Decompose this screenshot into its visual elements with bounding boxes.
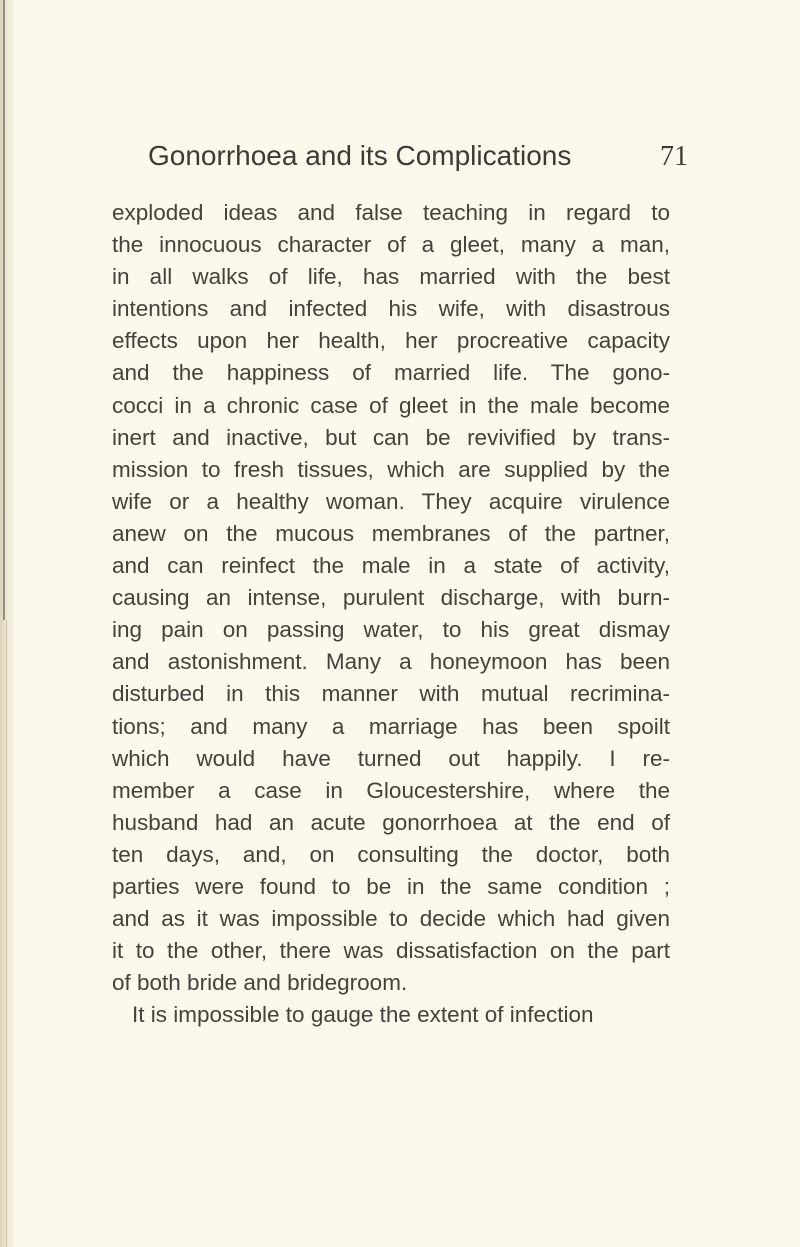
text-line: in all walks of life, has married with the best <box>112 264 670 290</box>
text-line: ten days, and, on consulting the doctor, both <box>112 841 670 867</box>
text-line: the innocuous character of a gleet, many a man, <box>112 232 670 258</box>
text-line: which would have turned out happily. I re- <box>112 745 670 771</box>
text-line: tions; and many a marriage has been spoilt <box>112 713 670 739</box>
text-line: anew on the mucous membranes of the partner, <box>112 520 670 546</box>
text-line: mission to fresh tissues, which are supplied by the <box>112 456 670 482</box>
text-line: member a case in Gloucestershire, where the <box>112 777 670 803</box>
text-line: parties were found to be in the same condition ; <box>112 873 670 899</box>
text-line: and as it was impossible to decide which had given <box>112 906 670 932</box>
text-line: inert and inactive, but can be revivified by trans- <box>112 424 670 450</box>
text-line: cocci in a chronic case of gleet in the male become <box>112 392 670 418</box>
running-head-title: Gonorrhoea and its Complications <box>148 140 572 171</box>
text-line: ing pain on passing water, to his great dismay <box>112 617 670 643</box>
text-line: exploded ideas and false teaching in regard to <box>112 200 670 225</box>
running-head <box>148 140 688 173</box>
page-number: 71 <box>660 141 688 172</box>
binding-shadow-line-lower <box>6 620 7 1247</box>
text-line: and astonishment. Many a honeymoon has been <box>112 649 670 675</box>
page-binding-edge <box>0 0 14 1247</box>
text-line: effects upon her health, her procreative capacity <box>112 328 670 354</box>
body-text <box>112 197 670 1031</box>
text-line: It is impossible to gauge the extent of infection <box>132 1002 594 1028</box>
text-line: it to the other, there was dissatisfaction on the part <box>112 938 670 964</box>
text-line: wife or a healthy woman. They acquire virulence <box>112 488 670 514</box>
text-line: of both bride and bridegroom. <box>112 970 408 996</box>
text-line: and can reinfect the male in a state of activity, <box>112 553 670 579</box>
binding-shadow-line <box>3 0 5 620</box>
text-line: husband had an acute gonorrhoea at the end of <box>112 809 670 835</box>
text-line: causing an intense, purulent discharge, with burn- <box>112 585 670 611</box>
text-line: disturbed in this manner with mutual recrimina- <box>112 681 670 707</box>
text-line: and the happiness of married life. The gono- <box>112 360 670 386</box>
text-line: intentions and infected his wife, with disastrous <box>112 296 670 322</box>
